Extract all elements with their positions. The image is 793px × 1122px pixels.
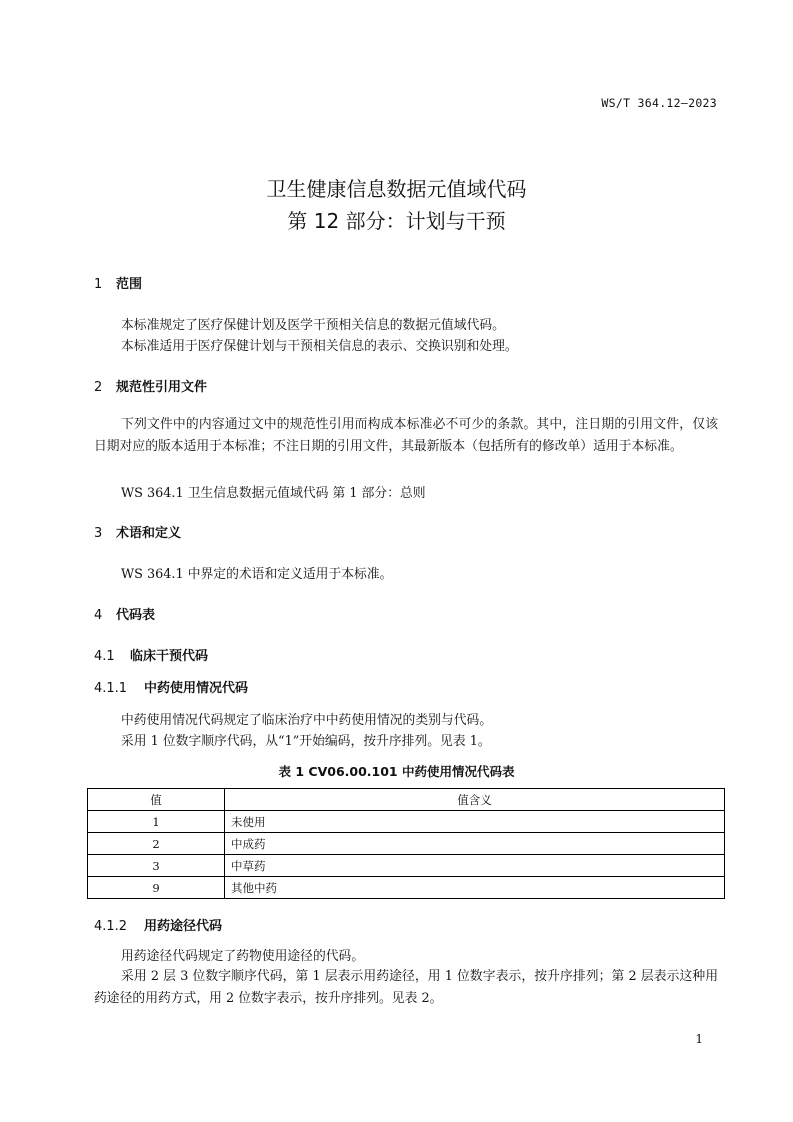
table-row bbox=[88, 855, 725, 877]
section-4-1-1-paragraph-1: 中药使用情况代码规定了临床治疗中中药使用情况的类别与代码。 bbox=[121, 713, 493, 728]
code-value: 3 bbox=[88, 855, 225, 877]
code-meaning: 未使用 bbox=[225, 811, 725, 833]
section-2-heading bbox=[94, 376, 207, 395]
section-4-1-heading bbox=[94, 645, 208, 664]
section-number: 4 bbox=[94, 608, 103, 623]
code-meaning: 中草药 bbox=[225, 855, 725, 877]
section-1-heading bbox=[94, 273, 142, 292]
section-3-paragraph-1: WS 364.1 中界定的术语和定义适用于本标准。 bbox=[121, 567, 393, 582]
table-header-row bbox=[88, 789, 725, 811]
section-title: 中药使用情况代码 bbox=[144, 681, 249, 696]
section-title: 规范性引用文件 bbox=[116, 380, 208, 395]
section-number: 1 bbox=[94, 277, 103, 292]
section-number: 4.1 bbox=[94, 649, 115, 664]
section-4-1-2-paragraph-1: 用药途径代码规定了药物使用途径的代码。 bbox=[121, 949, 365, 964]
table-1-caption: 表 1 CV06.00.101 中药使用情况代码表 bbox=[278, 764, 515, 779]
section-4-1-2-paragraph-2: 采用 2 层 3 位数字顺序代码，第 1 层表示用药途径，用 1 位数字表示，按升序排列；第 2 层表示这种用药途径的用药方式，用 2 位数字表示，按升序排列。见表 2。 bbox=[94, 969, 718, 1006]
section-number: 2 bbox=[94, 380, 103, 395]
section-title: 范围 bbox=[116, 277, 143, 292]
table-row bbox=[88, 811, 725, 833]
code-table-1 bbox=[87, 788, 725, 899]
section-3-heading bbox=[94, 522, 181, 541]
section-title: 术语和定义 bbox=[116, 526, 182, 541]
document-title-line1: 卫生健康信息数据元值域代码 bbox=[266, 177, 527, 201]
document-title-line2: 第 12 部分：计划与干预 bbox=[287, 209, 506, 233]
column-header-value: 值 bbox=[88, 789, 225, 811]
table-row bbox=[88, 877, 725, 899]
code-value: 1 bbox=[88, 811, 225, 833]
section-1-paragraph-1: 本标准规定了医疗保健计划及医学干预相关信息的数据元值域代码。 bbox=[121, 318, 505, 333]
section-2-paragraph-1: 下列文件中的内容通过文中的规范性引用而构成本标准必不可少的条款。其中，注日期的引用文件，仅该日期对应的版本适用于本标准；不注日期的引用文件，其最新版本（包括所有的修改单）适用于本标准。 bbox=[94, 417, 718, 454]
normative-reference-1: WS 364.1 卫生信息数据元值域代码 第 1 部分：总则 bbox=[121, 486, 426, 501]
code-value: 9 bbox=[88, 877, 225, 899]
code-meaning: 中成药 bbox=[225, 833, 725, 855]
section-4-1-1-paragraph-2: 采用 1 位数字顺序代码，从“1”开始编码，按升序排列。见表 1。 bbox=[121, 734, 491, 749]
section-1-paragraph-2: 本标准适用于医疗保健计划与干预相关信息的表示、交换识别和处理。 bbox=[121, 339, 518, 354]
section-number: 4.1.1 bbox=[94, 681, 128, 696]
column-header-meaning: 值含义 bbox=[225, 789, 725, 811]
section-4-1-2-heading bbox=[94, 915, 222, 934]
standard-code: WS/T 364.12—2023 bbox=[601, 96, 717, 110]
table-row bbox=[88, 833, 725, 855]
section-4-1-1-heading bbox=[94, 677, 248, 696]
section-number: 3 bbox=[94, 526, 103, 541]
section-title: 用药途径代码 bbox=[144, 919, 223, 934]
section-title: 临床干预代码 bbox=[130, 649, 209, 664]
section-number: 4.1.2 bbox=[94, 919, 128, 934]
section-4-heading bbox=[94, 604, 155, 623]
section-title: 代码表 bbox=[116, 608, 156, 623]
page-number: 1 bbox=[695, 1032, 703, 1046]
code-value: 2 bbox=[88, 833, 225, 855]
code-meaning: 其他中药 bbox=[225, 877, 725, 899]
